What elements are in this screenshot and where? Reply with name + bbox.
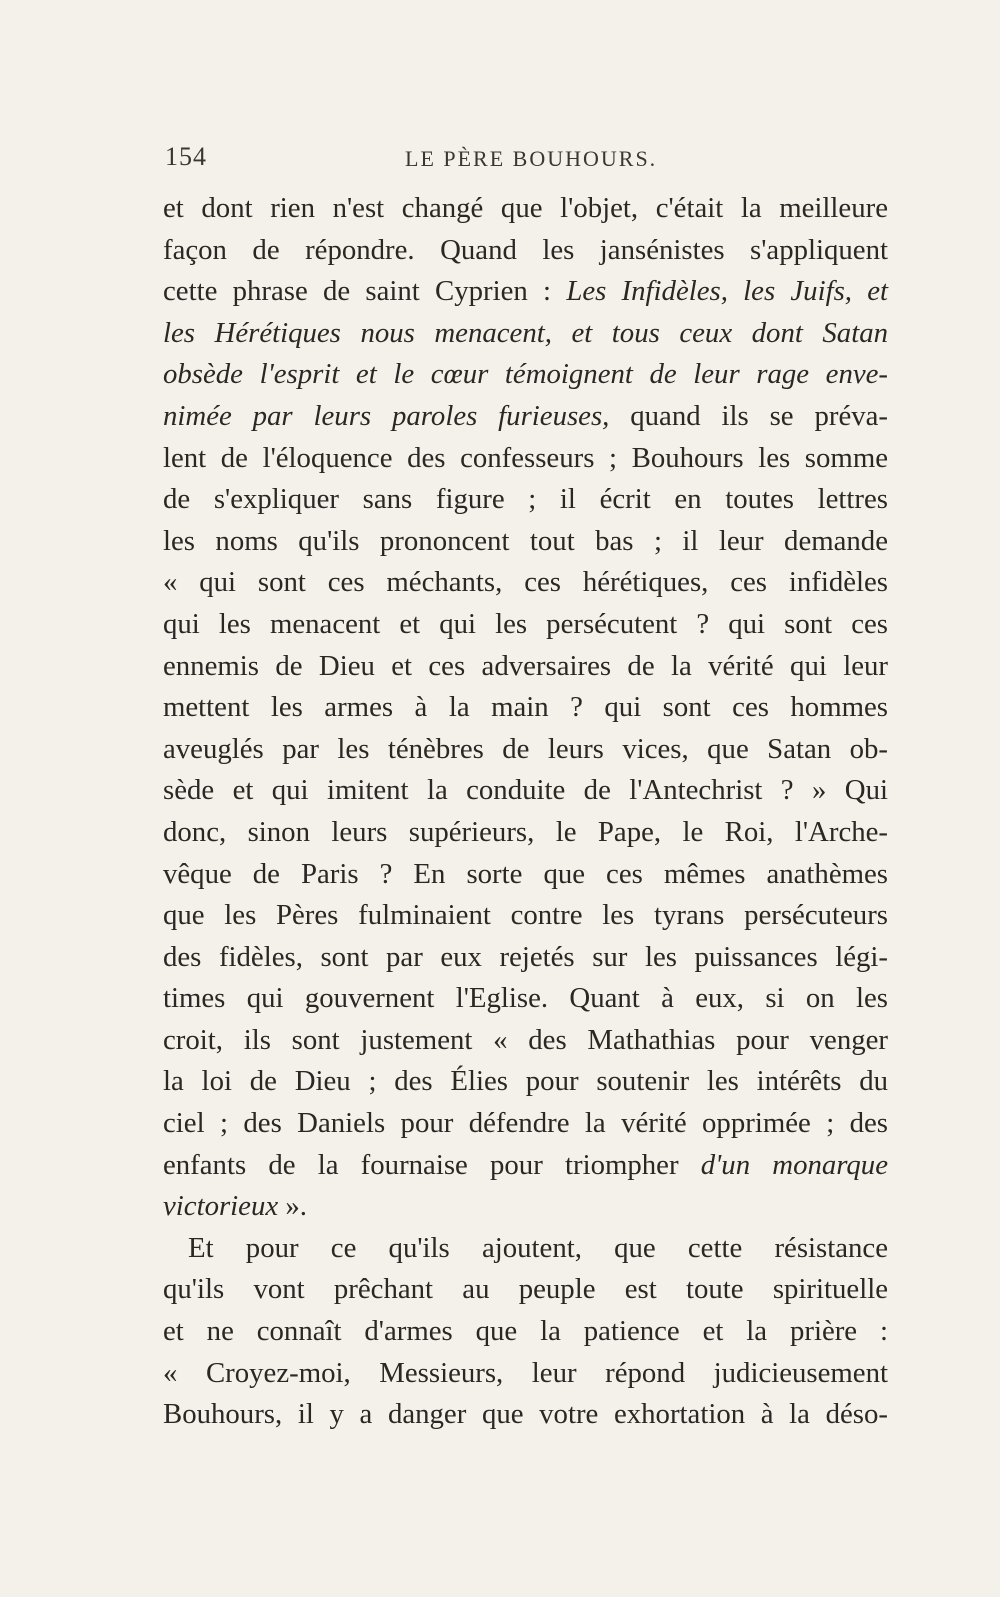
text-line	[163, 1311, 888, 1353]
text-segment: les noms qu'ils prononcent tout bas ; il leur demande	[163, 524, 888, 557]
text-line	[163, 1353, 888, 1395]
text-line	[163, 313, 888, 355]
text-segment: et ne connaît d'armes que la patience et la prière :	[163, 1315, 888, 1348]
text-line	[163, 230, 888, 272]
text-line	[163, 854, 888, 896]
text-segment: vêque de Paris ? En sorte que ces mêmes anathèmes	[163, 857, 888, 890]
italic-text: d'un monarque	[700, 1148, 888, 1181]
text-segment: Et pour ce qu'ils ajoutent, que cette résistance	[188, 1231, 888, 1264]
text-line	[163, 1228, 888, 1270]
italic-text: nimée par leurs paroles furieuses,	[163, 399, 610, 432]
text-segment: lent de l'éloquence des confesseurs ; Bouhours les somme	[163, 441, 888, 474]
text-segment: Bouhours, il y a danger que votre exhortation à la déso-	[163, 1398, 888, 1431]
text-line	[163, 646, 888, 688]
text-line	[163, 562, 888, 604]
text-line	[163, 354, 888, 396]
text-line	[163, 937, 888, 979]
text-segment: des fidèles, sont par eux rejetés sur les puissances légi-	[163, 940, 888, 973]
text-line	[163, 188, 888, 230]
text-segment: aveuglés par les ténèbres de leurs vices, que Satan ob-	[163, 732, 888, 765]
text-line	[163, 1186, 888, 1228]
text-segment: cette phrase de saint Cyprien :	[163, 275, 567, 308]
running-head: LE PÈRE BOUHOURS.	[405, 146, 658, 171]
text-segment: times qui gouvernent l'Eglise. Quant à eux, si on les	[163, 982, 888, 1015]
text-line	[163, 978, 888, 1020]
text-segment: et dont rien n'est changé que l'objet, c'était la meilleure	[163, 192, 888, 224]
page-number: 154	[165, 142, 207, 171]
text-segment: croit, ils sont justement « des Mathathias pour venger	[163, 1023, 888, 1056]
text-line	[163, 1020, 888, 1062]
text-line	[163, 604, 888, 646]
text-line	[163, 687, 888, 729]
italic-text: obsède l'esprit et le cœur témoignent de leur rage enve-	[163, 358, 888, 391]
text-line	[163, 1061, 888, 1103]
text-segment: ciel ; des Daniels pour défendre la vérité opprimée ; des	[163, 1107, 888, 1140]
text-segment: « qui sont ces méchants, ces hérétiques, ces infidèles	[163, 566, 888, 599]
text-segment: qui les menacent et qui les persécutent ? qui sont ces	[163, 607, 888, 640]
text-segment: enfants de la fournaise pour triompher	[163, 1148, 701, 1181]
italic-text: Les Infidèles, les Juifs, et	[566, 275, 889, 308]
text-line	[163, 770, 888, 812]
italic-text: victorieux	[163, 1190, 279, 1223]
text-segment: mettent les armes à la main ? qui sont ces hommes	[163, 691, 888, 724]
text-line	[163, 479, 888, 521]
italic-text: les Hérétiques nous menacent, et tous ceux dont Satan	[163, 316, 888, 349]
text-segment: ».	[278, 1190, 307, 1223]
text-line	[163, 812, 888, 854]
text-line	[163, 1103, 888, 1145]
text-segment: de s'expliquer sans figure ; il écrit en toutes lettres	[163, 483, 888, 516]
text-segment: sède et qui imitent la conduite de l'Antechrist ? » Qui	[163, 774, 888, 807]
text-line	[163, 438, 888, 480]
text-line	[163, 396, 888, 438]
body-text	[163, 188, 888, 1436]
text-line	[163, 1145, 888, 1187]
text-line	[163, 1394, 888, 1436]
text-segment: que les Pères fulminaient contre les tyrans persécuteurs	[163, 899, 888, 932]
text-line	[163, 271, 888, 313]
text-segment: façon de répondre. Quand les jansénistes s'appliquent	[163, 233, 888, 266]
text-line	[163, 729, 888, 771]
text-segment: ennemis de Dieu et ces adversaires de la vérité qui leur	[163, 649, 888, 682]
text-segment: « Croyez-moi, Messieurs, leur répond judicieusement	[163, 1356, 888, 1389]
text-segment: quand ils se préva-	[609, 399, 888, 432]
text-segment: qu'ils vont prêchant au peuple est toute spirituelle	[163, 1273, 888, 1306]
text-line	[163, 895, 888, 937]
text-line	[163, 521, 888, 563]
text-line	[163, 1269, 888, 1311]
text-segment: la loi de Dieu ; des Élies pour soutenir les intérêts du	[163, 1065, 888, 1098]
text-segment: donc, sinon leurs supérieurs, le Pape, le Roi, l'Arche-	[163, 815, 888, 848]
